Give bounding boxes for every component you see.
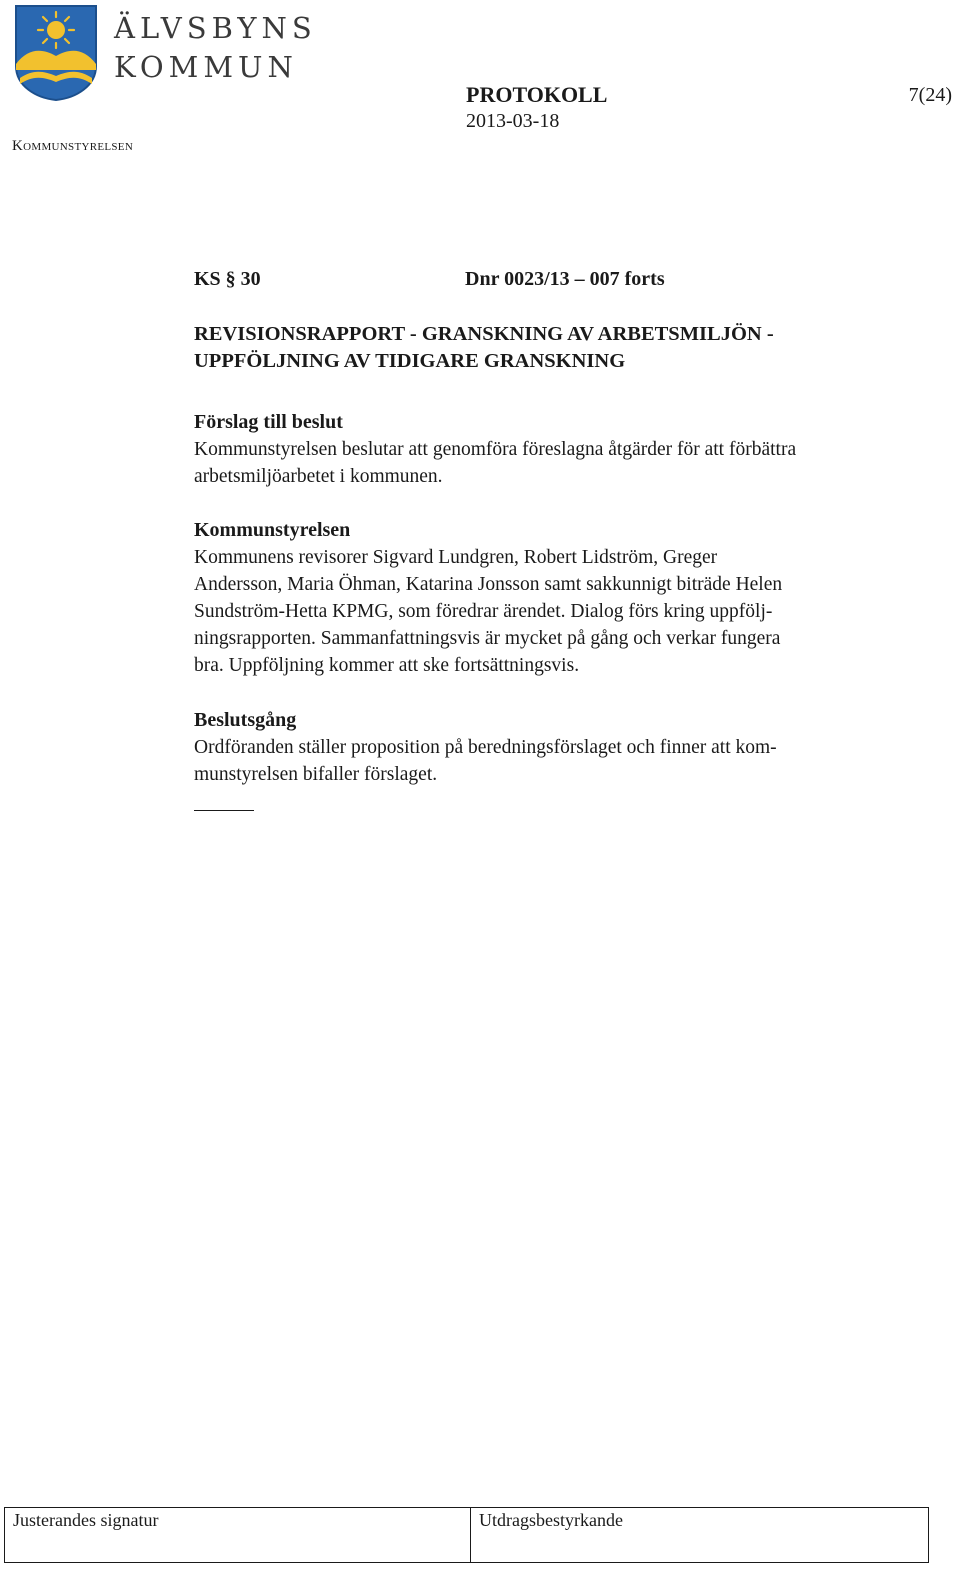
section-board xyxy=(194,517,929,679)
section-proposal xyxy=(194,409,929,490)
section-text xyxy=(194,734,929,788)
organization-name: Kommunstyrelsen xyxy=(12,138,134,154)
section-text xyxy=(194,544,929,679)
end-rule xyxy=(194,810,254,811)
item-title xyxy=(194,321,929,375)
coat-of-arms-icon xyxy=(14,4,98,102)
section-heading: Kommunstyrelsen xyxy=(194,519,351,541)
section-heading: Beslutsgång xyxy=(194,709,297,731)
section-heading: Förslag till beslut xyxy=(194,411,343,433)
text-line: Sundström-Hetta KPMG, som föredrar ärendet. Dialog förs kring uppfölj- xyxy=(194,601,773,622)
text-line: arbetsmiljöarbetet i kommunen. xyxy=(194,466,443,487)
title-line: UPPFÖLJNING AV TIDIGARE GRANSKNING xyxy=(194,350,626,372)
section-decision-process xyxy=(194,707,929,788)
text-line: Andersson, Maria Öhman, Katarina Jonsson samt sakkunnigt biträde Helen xyxy=(194,574,783,595)
signature-table xyxy=(4,1507,929,1563)
registration-number: Dnr 0023/13 – 007 forts xyxy=(465,268,665,290)
logo-wordmark-line1: ÄLVSBYNS xyxy=(114,11,317,45)
section-text xyxy=(194,436,929,490)
table-divider xyxy=(470,1508,471,1562)
document-date: 2013-03-18 xyxy=(466,110,560,132)
text-line: Ordföranden ställer proposition på beredningsförslaget och finner att kom- xyxy=(194,737,777,758)
text-line: Kommunens revisorer Sigvard Lundgren, Robert Lidström, Greger xyxy=(194,547,718,568)
text-line: Kommunstyrelsen beslutar att genomföra föreslagna åtgärder för att förbättra xyxy=(194,439,797,460)
title-line: REVISIONSRAPPORT - GRANSKNING AV ARBETSMILJÖN - xyxy=(194,323,774,345)
text-line: ningsrapporten. Sammanfattningsvis är mycket på gång och verkar fungera xyxy=(194,628,781,649)
municipality-logo-shield xyxy=(14,4,98,102)
logo-wordmark-line2: KOMMUN xyxy=(114,50,298,84)
text-line: munstyrelsen bifaller förslaget. xyxy=(194,764,438,785)
certification-label: Utdragsbestyrkande xyxy=(479,1510,623,1530)
case-number: KS § 30 xyxy=(194,268,261,290)
document-type: PROTOKOLL xyxy=(466,82,608,107)
signature-label: Justerandes signatur xyxy=(13,1510,159,1530)
text-line: bra. Uppföljning kommer att ske fortsättningsvis. xyxy=(194,655,580,676)
page-number: 7(24) xyxy=(908,84,952,106)
